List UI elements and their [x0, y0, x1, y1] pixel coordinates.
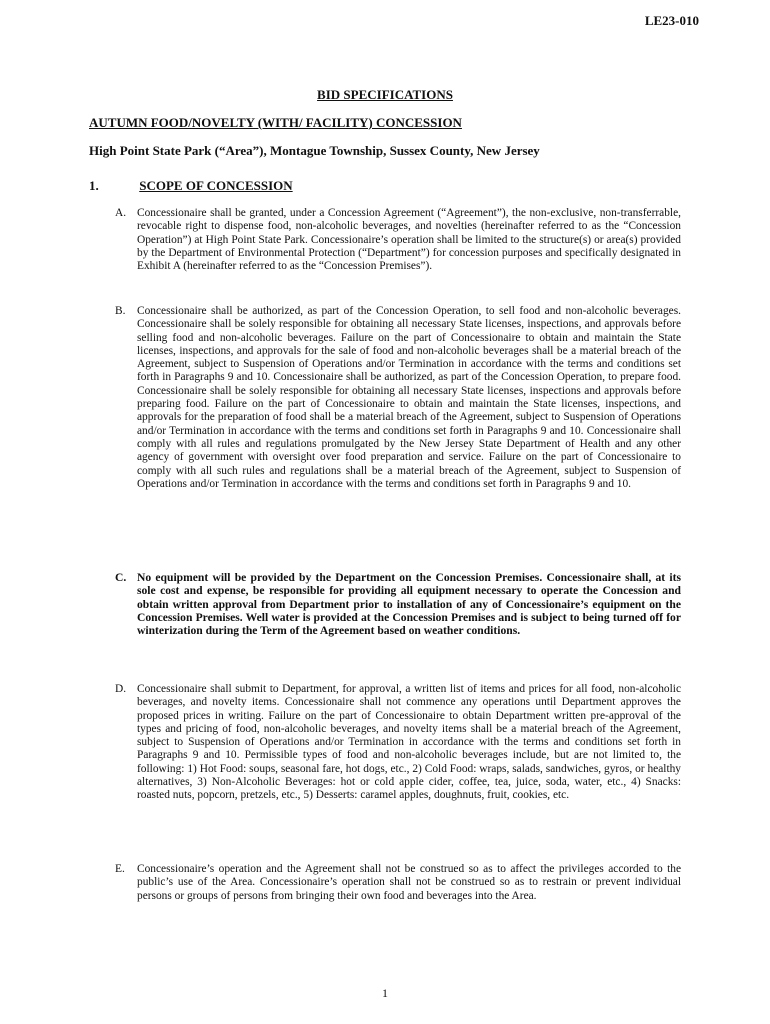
- page-number: 1: [382, 986, 388, 1000]
- paragraph-b: [115, 305, 681, 491]
- paragraph-e: [115, 863, 681, 903]
- paragraph-a: [115, 207, 681, 273]
- paragraph-text: Concessionaire’s operation and the Agreement shall not be construed so as to affect the privileges accorded to the public’s use of the Area. Concessionaire’s operation shall not be construed so as to restrain or prevent individual persons or groups of persons from bringing their own food and beverages into the Area.: [137, 863, 681, 902]
- paragraph-label: A.: [115, 207, 127, 219]
- location-line: High Point State Park (“Area”), Montague Township, Sussex County, New Jersey: [89, 143, 540, 158]
- document-title: BID SPECIFICATIONS: [317, 87, 453, 102]
- paragraph-text: Concessionaire shall be granted, under a Concession Agreement (“Agreement”), the non-exclusive, non-transferrable, revocable right to dispense food, non-alcoholic beverages, and novelties (hereinafter referred to as the “Concession Operation”) at High Point State Park. Concessionaire’s operation shall be limited to the structure(s) or area(s) provided by the Department of Environmental Protection (“Department”) for concession purposes and specifically designated in Exhibit A (hereinafter referred to as the “Concession Premises”).: [137, 207, 681, 273]
- section-heading: [89, 178, 293, 194]
- paragraph-text: Concessionaire shall be authorized, as part of the Concession Operation, to sell food and non-alcoholic beverages. Concessionaire shall be solely responsible for obtaining all necessary State licenses, inspections, and approvals before selling food and non-alcoholic beverages. Failure on the part of Concessionaire to obtain and maintain the State licenses, inspections, and approvals for the sale of food and non-alcoholic beverages shall be a material breach of the Agreement, subject to Suspension of Operations and/or Termination in accordance with the terms and conditions set forth in Paragraphs 9 and 10. Concessionaire shall be authorized, as part of the Concession Operation, to prepare food. Concessionaire shall be solely responsible for obtaining all necessary State licenses, inspections and approvals before preparing food. Failure on the part of Concessionaire to obtain and maintain the State licenses, inspections, and approvals for the preparation of food shall be a material breach of the Agreement, subject to Suspension of Operations and/or Termination in accordance with the terms and conditions set forth in Paragraphs 9 and 10. Concessionaire shall comply with all rules and regulations promulgated by the New Jersey State Department of Health and any other agency of government with oversight over food preparation and service. Failure on the part of Concessionaire to comply with all such rules and regulations shall be a material breach of the Agreement, subject to Suspension of Operations and/or Termination in accordance with the terms and conditions set forth in Paragraphs 9 and 10.: [137, 305, 681, 490]
- paragraph-label: D.: [115, 683, 127, 695]
- section-number: 1.: [89, 178, 99, 193]
- paragraph-text: Concessionaire shall submit to Department, for approval, a written list of items and prices for all food, non-alcoholic beverages, and novelty items. Concessionaire shall not commence any operations until Department approves the proposed prices in writing. Failure on the part of Concessionaire to obtain Department written pre-approval of the types and pricing of food, non-alcoholic beverages, and novelty items shall be a material breach of the Agreement, subject to Suspension of Operations and/or Termination in accordance with the terms and conditions set forth in Paragraphs 9 and 10. Permissible types of food and non-alcoholic beverages include, but are not limited to, the following: 1) Hot Food: soups, seasonal fare, hot dogs, etc., 2) Cold Food: wraps, salads, sandwiches, gyros, or healthy alternatives, 3) Non-Alcoholic Beverages: hot or cold apple cider, coffee, tea, juice, soda, water, etc., 4) Snacks: roasted nuts, popcorn, pretzels, etc., 5) Desserts: caramel apples, doughnuts, fruit, cookies, etc.: [137, 683, 681, 802]
- paragraph-text: No equipment will be provided by the Department on the Concession Premises. Concessionaire shall, at its sole cost and expense, be responsible for providing all equipment necessary to operate the Concession and obtain written approval from Department prior to installation of any of Concessionaire’s equipment on the Concession Premises. Well water is provided at the Concession Premises and is subject to being turned off for winterization during the Term of the Agreement based on weather conditions.: [137, 571, 681, 638]
- document-subtitle: AUTUMN FOOD/NOVELTY (WITH/ FACILITY) CONCESSION: [89, 115, 462, 130]
- paragraph-label: E.: [115, 863, 125, 875]
- paragraph-label: C.: [115, 571, 127, 584]
- paragraph-label: B.: [115, 305, 126, 317]
- paragraph-d: [115, 683, 681, 803]
- paragraph-c: [115, 571, 681, 637]
- section-title: SCOPE OF CONCESSION: [139, 178, 293, 193]
- document-id: LE23-010: [644, 13, 699, 28]
